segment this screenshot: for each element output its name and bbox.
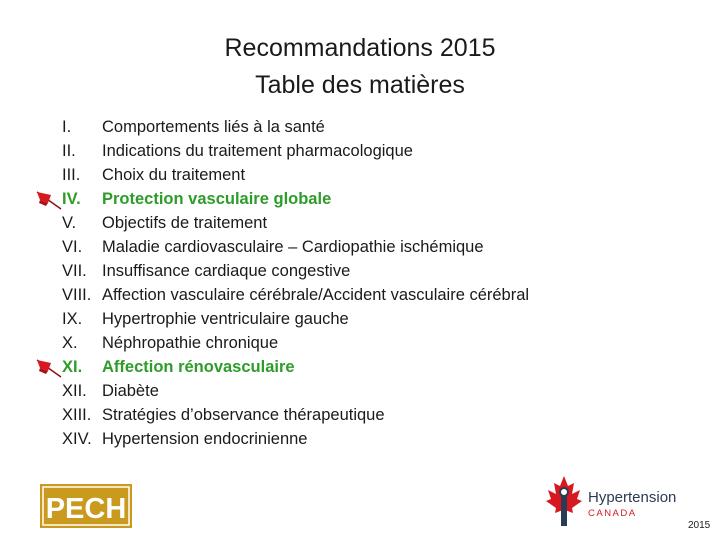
red-flag-icon bbox=[34, 358, 64, 378]
toc-item-14 bbox=[62, 427, 529, 451]
toc-item-number: III. bbox=[62, 166, 81, 184]
table-of-contents bbox=[62, 115, 529, 451]
toc-item-number: XIII. bbox=[62, 406, 92, 424]
title-line-1: Recommandations 2015 bbox=[224, 34, 496, 62]
toc-item-label: Maladie cardiovasculaire – Cardiopathie ischémique bbox=[102, 238, 484, 256]
toc-item-1 bbox=[62, 115, 529, 139]
toc-item-number: II. bbox=[62, 142, 76, 160]
toc-item-number: IV. bbox=[62, 190, 81, 208]
logo-dot bbox=[560, 488, 568, 496]
toc-item-5 bbox=[62, 211, 529, 235]
pech-logo bbox=[40, 484, 132, 528]
title-line-2: Table des matières bbox=[255, 71, 465, 99]
toc-item-number: VII. bbox=[62, 262, 87, 280]
toc-item-label: Objectifs de traitement bbox=[102, 214, 268, 232]
toc-item-number: XII. bbox=[62, 382, 87, 400]
logo-canada-text: CANADA bbox=[588, 508, 637, 519]
toc-item-label: Affection vasculaire cérébrale/Accident vasculaire cérébral bbox=[102, 286, 530, 304]
toc-item-3 bbox=[62, 163, 529, 187]
footer-year: 2015 bbox=[688, 520, 711, 531]
logo-hypertension-text: Hypertension bbox=[588, 489, 677, 506]
toc-item-2 bbox=[62, 139, 529, 163]
toc-item-10 bbox=[62, 331, 529, 355]
toc-item-number: VI. bbox=[62, 238, 83, 256]
toc-item-9 bbox=[62, 307, 529, 331]
toc-item-label: Comportements liés à la santé bbox=[102, 118, 325, 136]
hypertension-canada-logo bbox=[536, 472, 696, 530]
toc-item-7 bbox=[62, 259, 529, 283]
toc-item-number: VIII. bbox=[62, 286, 92, 304]
toc-item-label: Indications du traitement pharmacologique bbox=[102, 142, 413, 160]
toc-item-label: Affection rénovasculaire bbox=[102, 358, 295, 376]
toc-item-number: V. bbox=[62, 214, 77, 232]
logo-bar bbox=[561, 496, 567, 526]
toc-item-8 bbox=[62, 283, 529, 307]
toc-item-number: XIV. bbox=[62, 430, 92, 448]
toc-item-4-highlighted bbox=[62, 187, 529, 211]
toc-item-number: IX. bbox=[62, 310, 83, 328]
toc-item-number: XI. bbox=[62, 358, 83, 376]
toc-item-12 bbox=[62, 379, 529, 403]
toc-item-6 bbox=[62, 235, 529, 259]
toc-item-label: Insuffisance cardiaque congestive bbox=[102, 262, 351, 280]
pech-logo-text: PECH bbox=[45, 493, 127, 525]
red-flag-icon bbox=[34, 190, 64, 210]
toc-item-number: X. bbox=[62, 334, 78, 352]
toc-item-number: I. bbox=[62, 118, 72, 136]
toc-item-label: Hypertrophie ventriculaire gauche bbox=[102, 310, 349, 328]
toc-item-label: Néphropathie chronique bbox=[102, 334, 279, 352]
page-title bbox=[0, 30, 720, 104]
toc-item-11-highlighted bbox=[62, 355, 529, 379]
toc-item-label: Stratégies d’observance thérapeutique bbox=[102, 406, 385, 424]
toc-item-label: Choix du traitement bbox=[102, 166, 246, 184]
toc-item-13 bbox=[62, 403, 529, 427]
toc-item-label: Hypertension endocrinienne bbox=[102, 430, 308, 448]
toc-item-label: Diabète bbox=[102, 382, 159, 400]
toc-item-label: Protection vasculaire globale bbox=[102, 190, 332, 208]
